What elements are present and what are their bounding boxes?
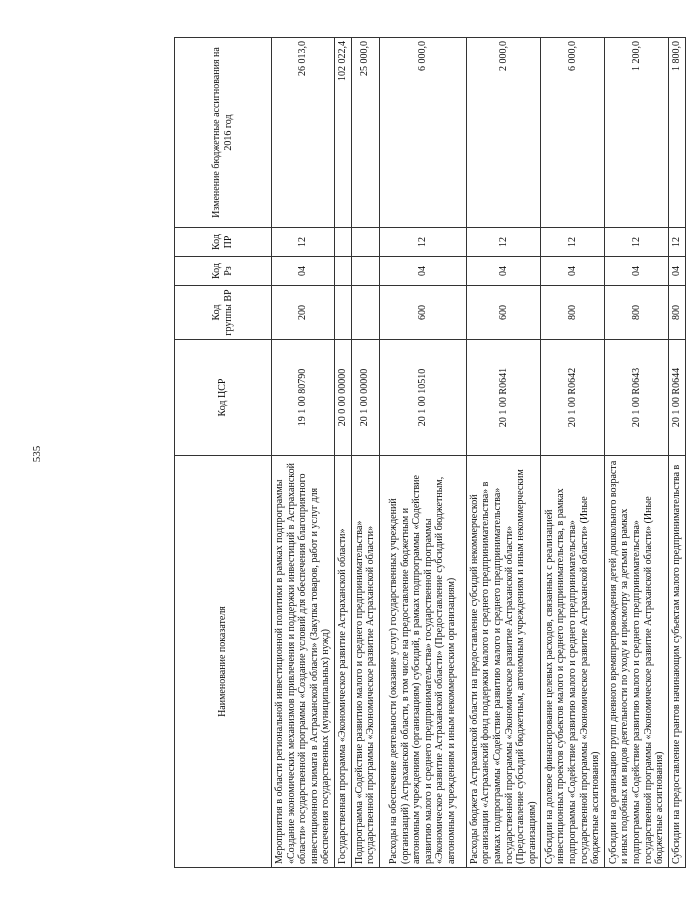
cell-amount: 102 022,4 [335, 38, 352, 228]
cell-rz: 04 [466, 257, 541, 286]
cell-name: Субсидии на долевое финансирование целевых расходов, связанных с реализацией инвестиционных проектов субъектов малого и среднего предпринимательства, в рамках подпрограммы «Содействие развитию малого и среднего предпринимательства» государственной программы «Экономическое развитие Астраханской области» (Иные бюджетные ассигнования) [541, 456, 605, 868]
budget-table [174, 37, 686, 868]
cell-vr: 200 [272, 286, 335, 340]
cell-vr: 600 [466, 286, 541, 340]
cell-rz: 04 [669, 257, 686, 286]
cell-rz: 04 [272, 257, 335, 286]
cell-pr: 12 [272, 228, 335, 257]
cell-amount: 2 000,0 [466, 38, 541, 228]
header-pr: Код ПР [175, 228, 272, 257]
cell-pr: 12 [605, 228, 669, 257]
cell-vr: 800 [541, 286, 605, 340]
cell-pr: 12 [379, 228, 466, 257]
cell-vr: 800 [605, 286, 669, 340]
cell-pr: 12 [466, 228, 541, 257]
cell-amount: 6 000,0 [379, 38, 466, 228]
page-number: 535 [31, 445, 43, 463]
cell-rz: 04 [605, 257, 669, 286]
table-row [272, 38, 335, 868]
cell-vr [335, 286, 352, 340]
cell-rz [335, 257, 352, 286]
header-csr: Код ЦСР [175, 340, 272, 456]
cell-rz: 04 [379, 257, 466, 286]
header-row [175, 38, 272, 868]
cell-csr: 20 1 00 00000 [351, 340, 379, 456]
table-row [541, 38, 605, 868]
header-amount: Изменение бюджетные ассигнования на 2016 год [175, 38, 272, 228]
cell-name: Подпрограмма «Содействие развитию малого и среднего предпринимательства» государственной программы «Экономическое развитие Астраханской области» [351, 456, 379, 868]
header-name: Наименование показателя [175, 456, 272, 868]
cell-amount: 1 800,0 [669, 38, 686, 228]
cell-csr: 20 1 00 R0644 [669, 340, 686, 456]
table-row [335, 38, 352, 868]
cell-pr: 12 [541, 228, 605, 257]
cell-name: Расходы бюджета Астраханской области на предоставление субсидий некоммерческой организации «Астраханский фонд поддержки малого и среднего предпринимательства» в рамках подпрограммы «Содействие развитию малого и среднего предпринимательства» государственной программы «Экономическое развитие Астраханской области» (Предоставление субсидий бюджетным, автономным учреждениям и иным некоммерческим организациям) [466, 456, 541, 868]
cell-csr: 20 1 00 R0642 [541, 340, 605, 456]
cell-pr: 12 [669, 228, 686, 257]
cell-name: Субсидии на предоставление грантов начинающим субъектам малого предпринимательства в [669, 456, 686, 868]
header-vr: Код группы ВР [175, 286, 272, 340]
table-row [466, 38, 541, 868]
cell-csr: 20 0 00 00000 [335, 340, 352, 456]
cell-rz [351, 257, 379, 286]
cell-csr: 20 1 00 10510 [379, 340, 466, 456]
cell-amount: 1 200,0 [605, 38, 669, 228]
cell-name: Субсидии на организацию групп дневного времяпрепровождения детей дошкольного возраста и иных подобных им видов деятельности по уходу и присмотру за детьми в рамках подпрограммы «Содействие развитию малого и среднего предпринимательства» государственной программы «Экономическое развитие Астраханской области» (Иные бюджетные ассигнования) [605, 456, 669, 868]
budget-table-rotated [174, 38, 683, 868]
header-rz: Код Рз [175, 257, 272, 286]
cell-name: Государственная программа «Экономическое развитие Астраханской области» [335, 456, 352, 868]
cell-rz: 04 [541, 257, 605, 286]
cell-csr: 20 1 00 R0641 [466, 340, 541, 456]
cell-vr [351, 286, 379, 340]
cell-vr: 800 [669, 286, 686, 340]
cell-amount: 25 000,0 [351, 38, 379, 228]
cell-name: Мероприятия в области региональной инвестиционной политики в рамках подпрограммы «Создание экономических механизмов привлечения и поддержки инвестиций в Астраханской области» государственной программы «Создание условий для обеспечения благоприятного инвестиционного климата в Астраханской области» (Закупка товаров, работ и услуг для обеспечения государственных (муниципальных) нужд) [272, 456, 335, 868]
cell-pr [351, 228, 379, 257]
cell-vr: 600 [379, 286, 466, 340]
cell-pr [335, 228, 352, 257]
table-row [605, 38, 669, 868]
table-row [351, 38, 379, 868]
cell-csr: 20 1 00 R0643 [605, 340, 669, 456]
cell-amount: 26 013,0 [272, 38, 335, 228]
table-row [379, 38, 466, 868]
cell-amount: 6 000,0 [541, 38, 605, 228]
cell-csr: 19 1 00 80790 [272, 340, 335, 456]
table-row [669, 38, 686, 868]
cell-name: Расходы на обеспечение деятельности (оказание услуг) государственных учреждений (организаций) Астраханской области, в том числе на предоставление бюджетным и автономным учреждениям (организациям) субсидий, в рамках подпрограммы «Содействие развитию малого и среднего предпринимательства» государственной программы «Экономическое развитие Астраханской области» (Предоставление субсидий бюджетным, автономным учреждениям и иным некоммерческим организациям) [379, 456, 466, 868]
